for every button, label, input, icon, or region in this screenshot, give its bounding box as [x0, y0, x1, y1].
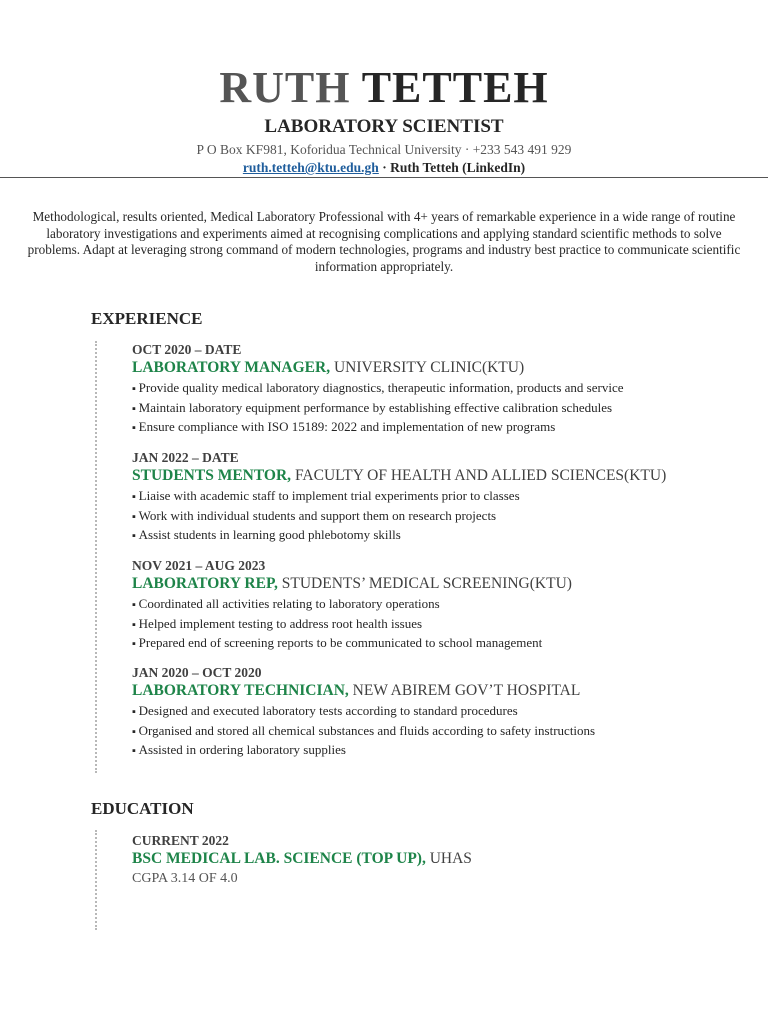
experience-list — [132, 450, 742, 546]
bullet-item: ▪ Liaise with academic staff to implement trial experiments prior to classes — [132, 487, 742, 507]
school-name: UHAS — [425, 850, 472, 867]
education-list — [132, 833, 742, 888]
bullet-item: ▪ Helped implement testing to address root health issues — [132, 615, 742, 635]
organization: FACULTY OF HEALTH AND ALLIED SCIENCES(KTU) — [291, 467, 667, 484]
bullet-item: ▪ Designed and executed laboratory tests according to standard procedures — [132, 702, 742, 722]
first-name: RUTH — [219, 63, 351, 112]
entry-bullets — [132, 702, 742, 761]
entry-title — [132, 849, 742, 868]
organization: STUDENTS’ MEDICAL SCREENING(KTU) — [277, 575, 572, 592]
experience-list — [132, 342, 742, 438]
entry-date: JAN 2022 – DATE — [132, 450, 239, 465]
bullet-item: ▪ Work with individual students and support them on research projects — [132, 507, 742, 527]
experience-timeline — [95, 341, 97, 773]
bullet-item: ▪ Assist students in learning good phlebotomy skills — [132, 526, 742, 546]
contact-line: P O Box KF981, Koforidua Technical University · +233 543 491 929 — [196, 142, 572, 157]
profile-summary: Methodological, results oriented, Medical Laboratory Professional with 4+ years of remarkable experience in a wide range of routine laboratory investigations and experiments aimed at recognising complications and applying standard scientific methods to solve problems. Adapt at leveraging strong command of modern technologies, programs and industry best practice to communicate scientific information appropriately. — [27, 209, 741, 274]
entry-bullets — [132, 595, 742, 654]
entry-bullets — [132, 379, 742, 438]
experience-heading: EXPERIENCE — [91, 309, 203, 328]
links-line — [0, 159, 768, 177]
bullet-item: ▪ Maintain laboratory equipment performance by establishing effective calibration schedules — [132, 399, 742, 419]
bullet-item: ▪ Coordinated all activities relating to laboratory operations — [132, 595, 742, 615]
entry-title — [132, 466, 742, 485]
job-title: STUDENTS MENTOR, — [132, 467, 292, 484]
experience-list — [132, 665, 742, 761]
gpa-detail: CGPA 3.14 OF 4.0 — [132, 871, 238, 886]
degree-title: BSC MEDICAL LAB. SCIENCE (TOP UP), — [132, 850, 426, 867]
bullet-item: ▪ Assisted in ordering laboratory supplies — [132, 741, 742, 761]
education-timeline — [95, 830, 97, 930]
candidate-name — [0, 62, 768, 114]
entry-title — [132, 681, 742, 700]
experience-list — [132, 558, 742, 654]
organization: UNIVERSITY CLINIC(KTU) — [330, 359, 525, 376]
bullet-item: ▪ Organised and stored all chemical substances and fluids according to safety instructions — [132, 722, 742, 742]
bullet-item: ▪ Prepared end of screening reports to be communicated to school management — [132, 634, 742, 654]
header-divider — [0, 177, 768, 178]
linkedin-link[interactable]: Ruth Tetteh (LinkedIn) — [390, 160, 526, 175]
entry-bullets — [132, 487, 742, 546]
education-entry — [132, 833, 742, 888]
last-name: TETTEH — [361, 63, 549, 112]
education-heading: EDUCATION — [91, 799, 194, 818]
experience-entry — [132, 665, 742, 761]
resume-header — [0, 62, 768, 177]
job-title: LABORATORY TECHNICIAN, — [132, 682, 349, 699]
entry-title — [132, 358, 742, 377]
entry-title — [132, 574, 742, 593]
experience-entry — [132, 342, 742, 438]
job-title: LABORATORY MANAGER, — [132, 359, 331, 376]
organization: NEW ABIREM GOV’T HOSPITAL — [348, 682, 581, 699]
experience-entry — [132, 558, 742, 654]
experience-entry — [132, 450, 742, 546]
entry-date: NOV 2021 – AUG 2023 — [132, 558, 266, 573]
job-title: LABORATORY REP, — [132, 575, 278, 592]
entry-date: CURRENT 2022 — [132, 833, 229, 848]
job-role: LABORATORY SCIENTIST — [264, 116, 504, 137]
entry-date: JAN 2020 – OCT 2020 — [132, 665, 262, 680]
bullet-item: ▪ Ensure compliance with ISO 15189: 2022 and implementation of new programs — [132, 418, 742, 438]
email-link[interactable]: ruth.tetteh@ktu.edu.gh — [242, 160, 379, 175]
links-separator: · — [378, 160, 391, 175]
entry-date: OCT 2020 – DATE — [132, 342, 242, 357]
bullet-item: ▪ Provide quality medical laboratory diagnostics, therapeutic information, products and service — [132, 379, 742, 399]
